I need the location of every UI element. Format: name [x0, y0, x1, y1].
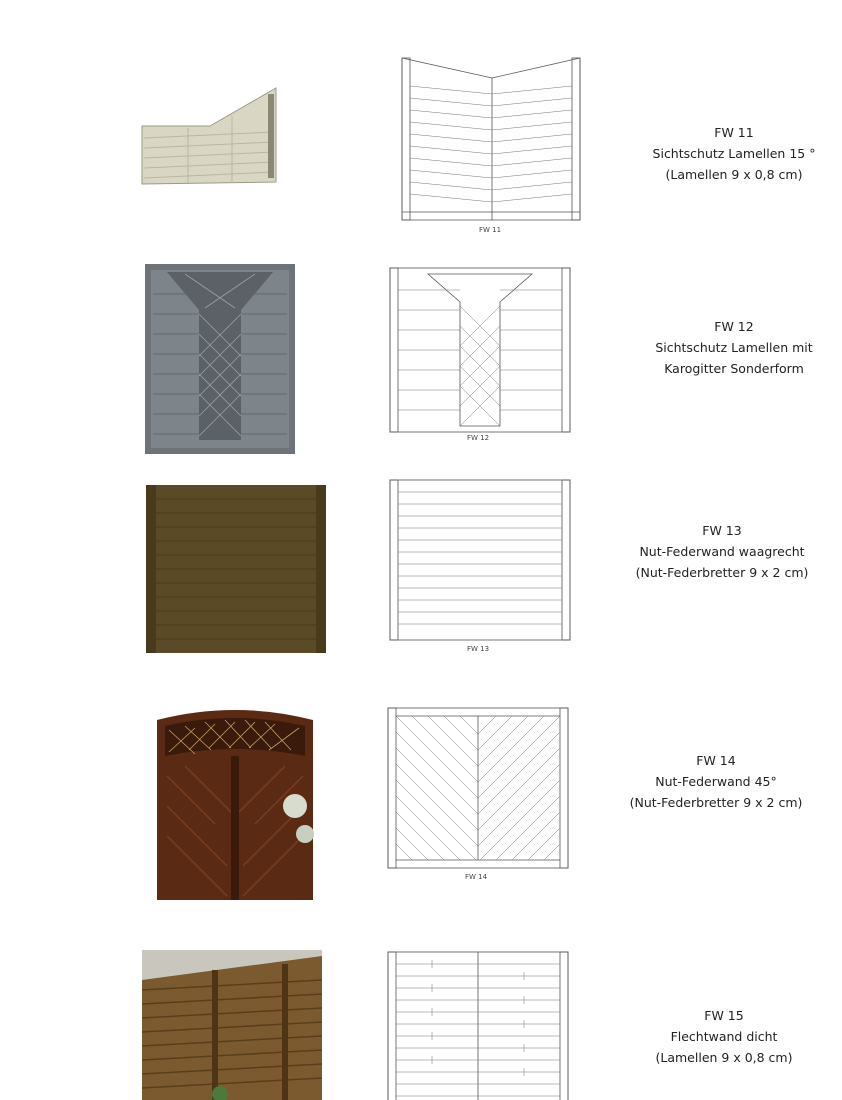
- fw12-line2: Karogitter Sonderform: [664, 361, 804, 376]
- fw13-photo: [146, 485, 326, 653]
- fw15-line2: (Lamellen 9 x 0,8 cm): [655, 1050, 793, 1065]
- fw14-line1: Nut-Federwand 45°: [655, 774, 777, 789]
- fw14-description: [586, 750, 842, 813]
- fw14-line2: (Nut-Federbretter 9 x 2 cm): [629, 795, 803, 810]
- fw11-drawing-label: FW 11: [478, 226, 502, 234]
- fw11-drawing: [400, 56, 584, 226]
- fw11-photo: [140, 86, 280, 186]
- fw15-description: [594, 1005, 842, 1068]
- fw13-code: FW 13: [702, 523, 742, 538]
- fw14-code: FW 14: [696, 753, 736, 768]
- fw12-drawing-label: FW 12: [466, 434, 490, 442]
- fw11-code: FW 11: [714, 125, 754, 140]
- fw13-drawing-label: FW 13: [466, 645, 490, 653]
- fw15-drawing: [386, 950, 570, 1100]
- fw13-line2: (Nut-Federbretter 9 x 2 cm): [635, 565, 809, 580]
- fw12-description: [604, 316, 842, 379]
- fw13-drawing: [388, 478, 572, 644]
- fw11-line2: (Lamellen 9 x 0,8 cm): [665, 167, 803, 182]
- fw15-code: FW 15: [704, 1008, 744, 1023]
- fw14-photo: [155, 706, 315, 902]
- fw12-photo: [145, 264, 295, 454]
- fw13-description: [592, 520, 842, 583]
- fw11-line1: Sichtschutz Lamellen 15 °: [652, 146, 816, 161]
- fw12-drawing: [388, 266, 572, 436]
- fw11-description: [604, 122, 842, 185]
- fw12-line1: Sichtschutz Lamellen mit: [655, 340, 813, 355]
- fw14-drawing-label: FW 14: [464, 873, 488, 881]
- fw12-code: FW 12: [714, 319, 754, 334]
- fw14-drawing: [386, 706, 570, 872]
- fw15-line1: Flechtwand dicht: [670, 1029, 778, 1044]
- fw13-line1: Nut-Federwand waagrecht: [639, 544, 805, 559]
- fw15-photo: [142, 950, 322, 1100]
